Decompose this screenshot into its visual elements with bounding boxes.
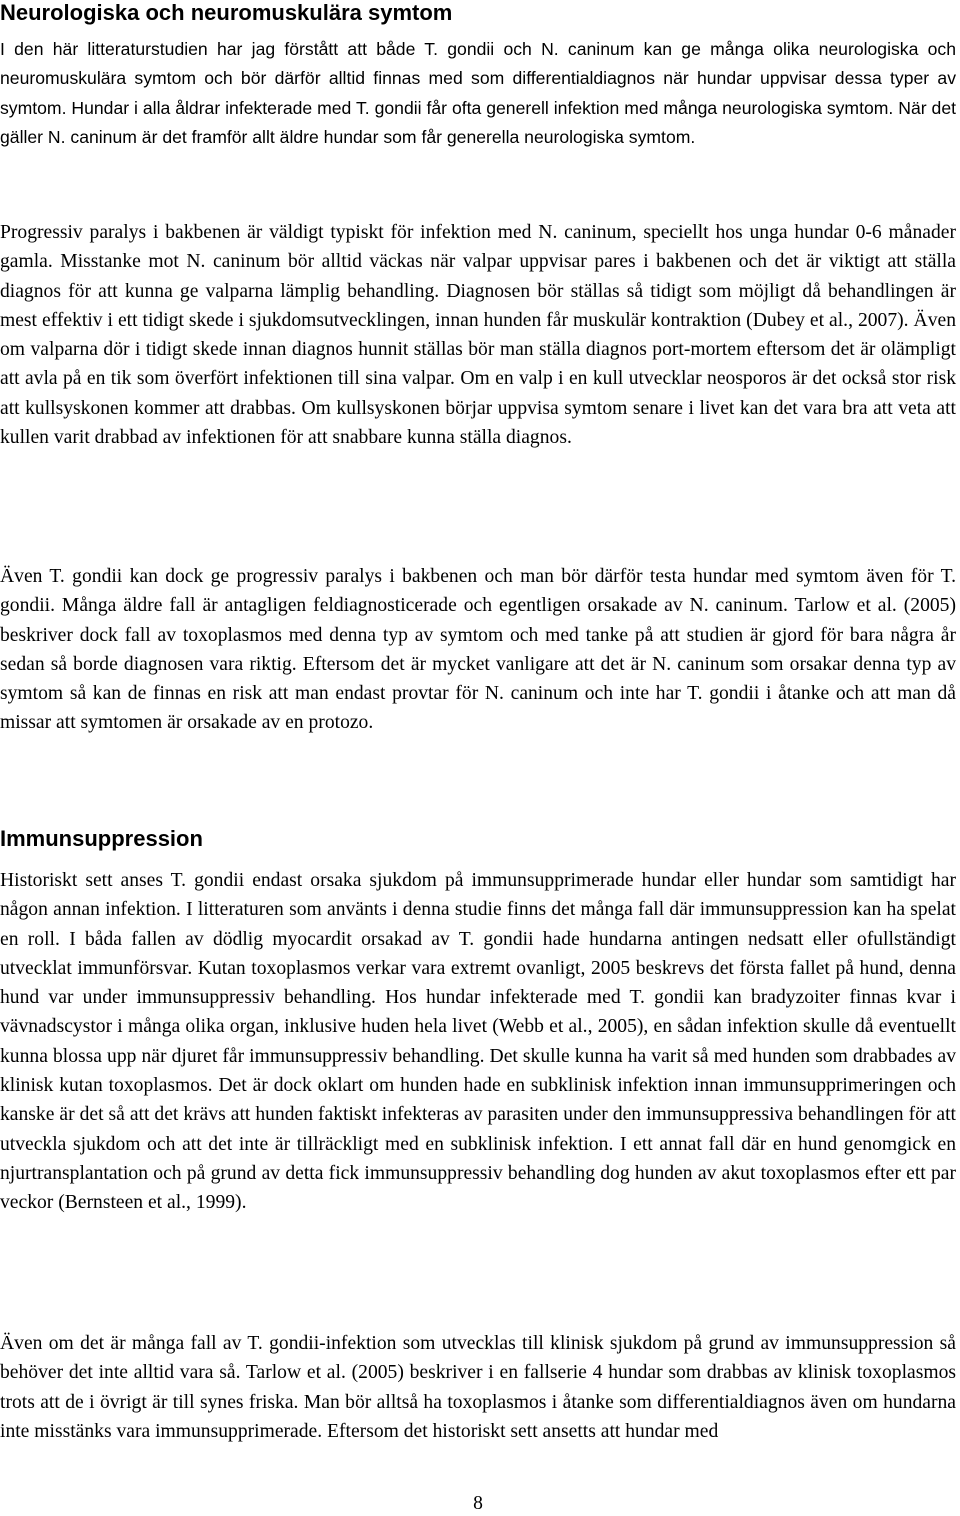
paragraph-aven-om: Även om det är många fall av T. gondii-infektion som utvecklas till klinisk sjukdom på grund av immunsuppression så behöver det inte alltid vara så. Tarlow et al. (2005) beskriver i en fallserie 4 hundar som drabbas av klinisk toxoplasmos trots att de i övrigt är till synes friska. Man bör alltså ha toxoplasmos i åtanke som differentialdiagnos även om hundarna inte misstänks vara immunsupprimerade. Eftersom det historiskt sett ansetts att hundar med (0, 1333, 956, 1442)
section-heading-immunsuppression: Immunsuppression (0, 826, 203, 851)
paragraph-neurologiska-intro: I den här litteraturstudien har jag förstått att både T. gondii och N. caninum kan ge många olika neurologiska och neuromuskulära symtom och bör därför alltid finnas med som differentialdiagnos när hundar uppvisar dessa typer av symtom. Hundar i alla åldrar infekterade med T. gondii får ofta generell infektion med många neurologiska symtom. När det gäller N. caninum är det framför allt äldre hundar som får generella neurologiska symtom. (0, 39, 956, 147)
paragraph-aven-t-gondii: Även T. gondii kan dock ge progressiv paralys i bakbenen och man bör därför testa hundar med symtom även för T. gondii. Många äldre fall är antagligen feldiagnosticerade och egentligen orsakade av N. caninum. Tarlow et al. (2005) beskriver dock fall av toxoplasmos med denna typ av symtom och med tanke på att studien är gjord för bara några år sedan så borde diagnosen vara riktig. Eftersom det är mycket vanligare att det är N. caninum som orsakar denna typ av symtom så kan de finnas en risk att man endast provtar för N. caninum och inte har T. gondii i åtanke och att man då missar att symtomen är orsakade av en protozo. (0, 566, 956, 734)
paragraph-progressiv-paralys: Progressiv paralys i bakbenen är väldigt typiskt för infektion med N. caninum, speciellt hos unga hundar 0-6 månader gamla. Misstanke mot N. caninum bör alltid väckas när valpar uppvisar pares i bakbenen och det är viktigt att ställa diagnos för att kunna ge valparna lämplig behandling. Diagnosen bör ställas så tidigt som möjligt då behandlingen är mest effektiv i ett tidigt skede i sjukdomsutvecklingen, innan hunden får muskulär kontraktion (Dubey et al., 2007). Även om valparna dör i tidigt skede innan diagnos hunnit ställas bör man ställa diagnos port-mortem eftersom det är olämpligt att avla på en tik som överfört infektionen till sina valpar. Om en valp i en kull utvecklar neosporos är det också stor risk att kullsyskonen kommer att drabbas. Om kullsyskonen börjar uppvisa symtom senare i livet kan det vara bra att veta att kullen varit drabbad av infektionen för att snabbare kunna ställa diagnos. (0, 222, 956, 449)
page-number: 8 (473, 1493, 483, 1514)
section-heading-neurologiska: Neurologiska och neuromuskulära symtom (0, 0, 453, 25)
paragraph-historiskt: Historiskt sett anses T. gondii endast orsaka sjukdom på immunsupprimerade hundar eller hundar som samtidigt har någon annan infektion. I litteraturen som använts i denna studie finns det många fall där immunsuppression kan ha spelat en roll. I båda fallen av dödlig myocardit orsakad av T. gondii hade hundarna antingen nedsatt eller ofullständigt utvecklat immunförsvar. Kutan toxoplasmos verkar vara extremt ovanligt, 2005 beskrevs det första fallet på hund, denna hund var under immunsuppressiv behandling. Hos hundar infekterade med T. gondii kan bradyzoiter finnas kvar i vävnadscystor i många olika organ, inklusive huden hela livet (Webb et al., 2005), en sådan infektion skulle då eventuellt kunna blossa upp när djuret får immunsuppressiv behandling. Det skulle kunna ha varit så med hunden som drabbades av klinisk kutan toxoplasmos. Det är dock oklart om hunden hade en subklinisk infektion innan immunsupprimeringen och kanske är det så att det krävs att hunden faktiskt infekteras av parasiten under den immunsuppressiva behandlingen för att utveckla sjukdom och att det inte är tillräckligt med en subklinisk infektion. I ett annat fall där en hund genomgick en njurtransplantation och på grund av detta fick immunsuppressiv behandling dog hunden av akut toxoplasmos efter ett par veckor (Bernsteen et al., 1999). (0, 870, 956, 1214)
